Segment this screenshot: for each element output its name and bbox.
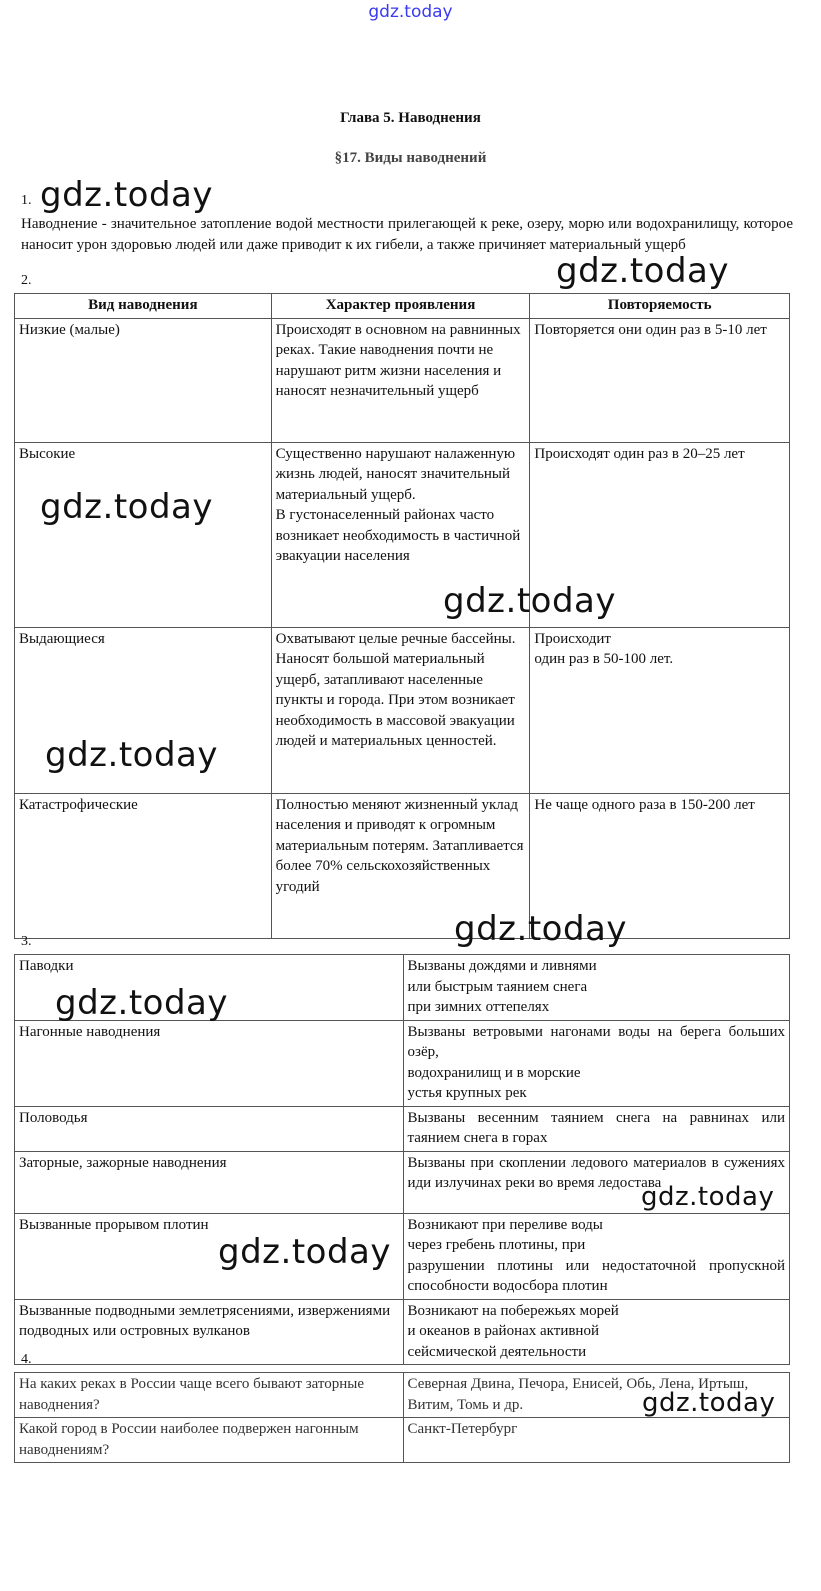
table-row bbox=[15, 442, 790, 627]
table-row bbox=[15, 1418, 790, 1463]
watermark[interactable]: gdz.today bbox=[218, 1232, 391, 1272]
flood-name: Заторные, зажорные наводнения bbox=[15, 1151, 404, 1213]
watermark[interactable]: gdz.today bbox=[55, 983, 228, 1023]
watermark[interactable]: gdz.today bbox=[556, 251, 729, 291]
table-row bbox=[15, 793, 790, 938]
table-row bbox=[15, 1213, 790, 1299]
question-cell: На каких реках в России чаще всего бывают заторные наводнения? bbox=[15, 1373, 404, 1418]
table-row bbox=[15, 1373, 790, 1418]
chapter-title: Глава 5. Наводнения bbox=[340, 110, 481, 126]
watermark-top[interactable]: gdz.today bbox=[368, 2, 453, 22]
answer-cell: Северная Двина, Печора, Енисей, Обь, Лена, Иртыш, Витим, Томь и др. bbox=[403, 1373, 789, 1418]
watermark[interactable]: gdz.today bbox=[642, 1388, 776, 1418]
q2-number: 2. bbox=[21, 273, 32, 288]
table-row bbox=[15, 627, 790, 793]
flood-cause: Вызваны ветровыми нагонами воды на берега больших озёр, водохранилищ и в морские устья крупных рек bbox=[403, 1020, 789, 1106]
flood-character: Охватывают целые речные бассейны. Наносят большой материальный ущерб, затапливают населенные пункты и города. При этом возникает необходимость в массовой эвакуации людей и материальных ценностей. bbox=[271, 627, 530, 793]
flood-name: Вызванные подводными землетрясениями, извержениями подводных или островных вулканов bbox=[15, 1299, 404, 1365]
table-row bbox=[15, 955, 790, 1021]
header-frequency: Повторяемость bbox=[530, 294, 790, 319]
flood-questions-table bbox=[14, 1372, 790, 1463]
q3-number: 3. bbox=[21, 934, 32, 949]
header-character: Характер проявления bbox=[271, 294, 530, 319]
flood-type: Выдающиеся bbox=[15, 627, 272, 793]
flood-type: Высокие bbox=[15, 442, 272, 627]
answer-cell: Санкт-Петербург bbox=[403, 1418, 789, 1463]
flood-type: Низкие (малые) bbox=[15, 318, 272, 442]
table-row bbox=[15, 1151, 790, 1213]
flood-frequency: Происходят один раз в 20–25 лет bbox=[530, 442, 790, 627]
table-row bbox=[15, 1299, 790, 1365]
header-type: Вид наводнения bbox=[15, 294, 272, 319]
flood-cause: Возникают на побережьях морей и океанов в районах активной сейсмической деятельности bbox=[403, 1299, 789, 1365]
section-title: §17. Виды наводнений bbox=[334, 150, 487, 166]
flood-character: Происходят в основном на равнинных реках. Такие наводнения почти не нарушают ритм жизни населения и наносят незначительный ущерб bbox=[271, 318, 530, 442]
flood-name: Вызванные прорывом плотин bbox=[15, 1213, 404, 1299]
table-header-row bbox=[15, 294, 790, 319]
watermark[interactable]: gdz.today bbox=[45, 735, 218, 775]
flood-character: Полностью меняют жизненный уклад населения и приводят к огромным материальным потерям. Затапливается более 70% сельскохозяйственных угодий bbox=[271, 793, 530, 938]
watermark[interactable]: gdz.today bbox=[40, 487, 213, 527]
flood-frequency: Происходит один раз в 50-100 лет. bbox=[530, 627, 790, 793]
table-row bbox=[15, 1020, 790, 1106]
flood-name: Половодья bbox=[15, 1106, 404, 1151]
flood-types-table bbox=[14, 293, 790, 939]
flood-cause: Вызваны весенним таянием снега на равнинах или таянием снега в горах bbox=[403, 1106, 789, 1151]
watermark[interactable]: gdz.today bbox=[443, 581, 616, 621]
flood-causes-table bbox=[14, 954, 790, 1365]
flood-frequency: Повторяется они один раз в 5-10 лет bbox=[530, 318, 790, 442]
question-cell: Какой город в России наиболее подвержен нагонным наводнениям? bbox=[15, 1418, 404, 1463]
table-row bbox=[15, 318, 790, 442]
watermark[interactable]: gdz.today bbox=[40, 175, 213, 215]
flood-frequency: Не чаще одного раза в 150-200 лет bbox=[530, 793, 790, 938]
flood-name: Паводки bbox=[15, 955, 404, 1021]
q1-definition: Наводнение - значительное затопление водой местности прилегающей к реке, озеру, морю или водохранилищу, которое наносит урон здоровью людей или даже приводит к их гибели, а также причиняет материальный ущерб bbox=[21, 216, 793, 253]
flood-cause: Возникают при переливе воды через гребень плотины, при разрушении плотины или недостаточной пропускной способности водосбора плотин bbox=[403, 1213, 789, 1299]
q4-number: 4. bbox=[21, 1352, 32, 1367]
flood-type: Катастрофические bbox=[15, 793, 272, 938]
watermark[interactable]: gdz.today bbox=[641, 1182, 775, 1212]
flood-name: Нагонные наводнения bbox=[15, 1020, 404, 1106]
flood-cause: Вызваны при скоплении ледового материалов в сужениях иди излучинах реки во время ледостава bbox=[403, 1151, 789, 1213]
flood-character: Существенно нарушают налаженную жизнь людей, наносят значительный материальный ущерб. В густонаселенный районах часто возникает необходимость в частичной эвакуации населения bbox=[271, 442, 530, 627]
q1-number: 1. bbox=[21, 193, 32, 208]
table-row bbox=[15, 1106, 790, 1151]
watermark[interactable]: gdz.today bbox=[454, 909, 627, 949]
flood-cause: Вызваны дождями и ливнями или быстрым таянием снега при зимних оттепелях bbox=[403, 955, 789, 1021]
